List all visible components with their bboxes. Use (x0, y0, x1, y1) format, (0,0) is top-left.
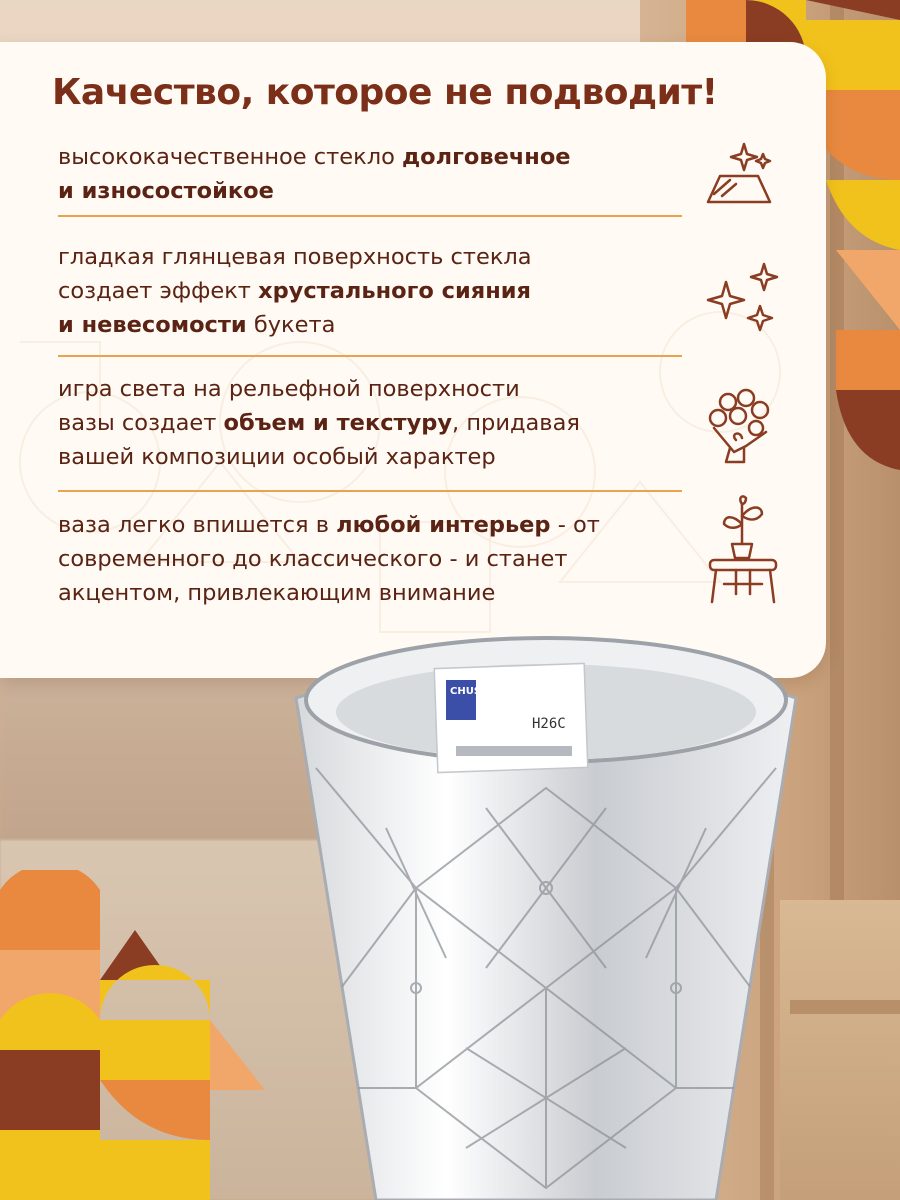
feature-text: , придавая (452, 410, 580, 436)
divider (58, 215, 682, 217)
potted-plant-table-icon (702, 494, 784, 606)
feature-highlight: объем и текстуру (223, 410, 453, 436)
info-card (0, 42, 826, 678)
feature-text-2 (58, 240, 682, 342)
feature-text: ваза легко впишется в (58, 512, 337, 538)
feature-text: букета (246, 312, 336, 338)
geometric-decoration-bottom (0, 870, 270, 1200)
glass-shine-icon (700, 136, 782, 218)
feature-highlight: любой интерьер (336, 512, 551, 538)
feature-text-4 (58, 508, 682, 610)
vase-sticker (434, 663, 588, 772)
feature-highlight: и невесомости (58, 312, 247, 338)
feature-highlight: и износостойкое (58, 178, 274, 204)
feature-text: - от (550, 512, 600, 538)
sticker-brand: CHUSEUVE (450, 686, 511, 697)
page-title: Качество, которое не подводит! (52, 72, 718, 113)
divider (58, 355, 682, 357)
sticker-code: Н26С (532, 716, 566, 732)
feature-text: вазы создает (58, 410, 224, 436)
feature-text-3 (58, 372, 682, 474)
feature-highlight: хрустального сияния (258, 278, 531, 304)
crystal-vase (286, 628, 806, 1200)
feature-text: современного до классического - и станет (58, 546, 568, 572)
divider (58, 490, 682, 492)
bouquet-icon (700, 384, 782, 466)
feature-text: создает эффект (58, 278, 259, 304)
feature-text: акцентом, привлекающим внимание (58, 580, 496, 606)
feature-text: вашей композиции особый характер (58, 444, 496, 470)
feature-text: игра света на рельефной поверхности (58, 376, 520, 402)
feature-text: гладкая глянцевая поверхность стекла (58, 244, 532, 270)
feature-text-1 (58, 140, 682, 208)
sparkles-icon (702, 258, 784, 340)
shelf-board (790, 1000, 900, 1014)
feature-text: высококачественное стекло (58, 144, 403, 170)
feature-highlight: долговечное (402, 144, 571, 170)
